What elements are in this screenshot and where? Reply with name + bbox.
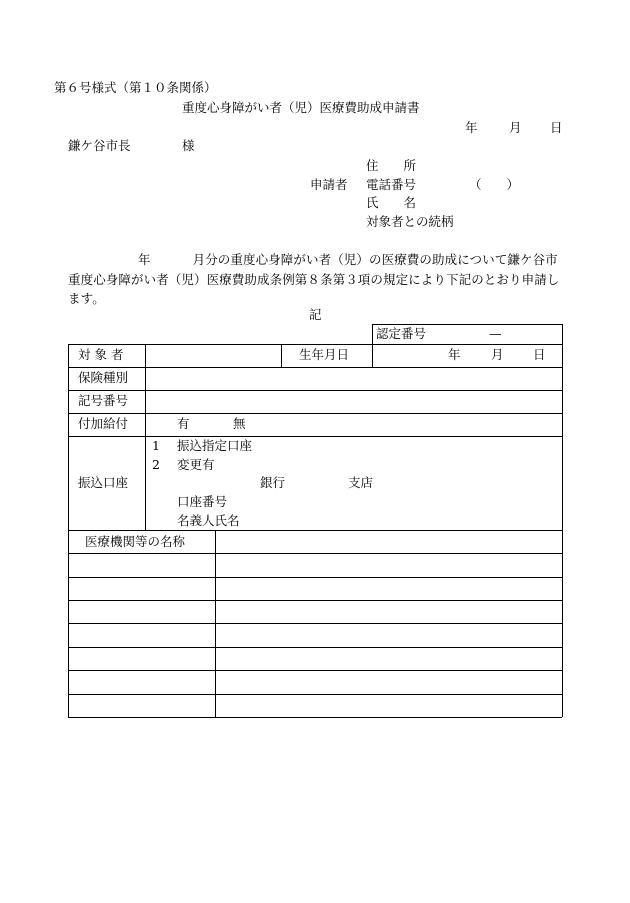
statement-year-word: 年 [138,252,151,267]
medical-institution-header: 医療機関等の名称 [85,534,186,549]
phone-label: 電話番号 [366,177,417,192]
name-label: 氏 名 [366,195,417,210]
table-line [68,623,562,624]
table-line [68,577,562,578]
statement-text: 月分の重度心身障がい者（児）の医療費の助成について鎌ケ谷市重度心身障がい者（児）医療費助成条例第８条第３項の規定により下記のとおり申請します。 [68,252,560,306]
transfer-option-1-number: 1 [152,438,160,453]
date-of-birth-label: 生年月日 [299,347,350,362]
transfer-account-label: 振込口座 [78,475,129,490]
application-statement [68,250,564,309]
table-line [68,717,562,718]
dob-day-label: 日 [533,347,546,362]
table-line [68,367,562,368]
table-line [68,553,562,554]
benefit-no-option: 無 [233,416,246,431]
table-line [68,600,562,601]
table-line [68,436,562,437]
honorific: 様 [182,138,195,153]
bank-label: 銀行 [260,475,286,490]
relation-label: 対象者との続柄 [366,214,454,229]
ki-heading: 記 [309,307,322,322]
date-month-label: 月 [509,120,522,135]
date-day-label: 日 [550,120,563,135]
table-line [145,344,146,530]
table-line [372,324,373,367]
table-line [68,647,562,648]
transfer-option-1: 振込指定口座 [177,438,253,453]
date-year-label: 年 [465,120,478,135]
certification-number-label: 認定番号 [376,326,427,341]
dob-year-label: 年 [448,347,461,362]
account-number-label: 口座番号 [177,494,228,509]
account-holder-label: 名義人氏名 [177,513,240,528]
table-line [68,670,562,671]
addressee: 鎌ケ谷市長 [68,138,131,153]
table-line [215,530,216,717]
benefit-yes-option: 有 [177,416,190,431]
table-line [68,390,562,391]
dob-month-label: 月 [491,347,504,362]
additional-benefit-label: 付加給付 [78,416,129,431]
address-label: 住 所 [366,158,417,173]
table-line [68,344,69,717]
table-line [372,324,562,325]
table-line [562,324,563,717]
symbol-number-label: 記号番号 [78,393,129,408]
transfer-option-2-number: 2 [152,457,160,472]
transfer-option-2: 変更有 [177,457,215,472]
table-line [68,344,562,345]
certification-number-dash: — [489,326,502,341]
subject-label: 対 象 者 [78,347,124,362]
applicant-label: 申請者 [310,177,348,192]
table-line [281,344,282,367]
branch-label: 支店 [348,475,374,490]
table-line [68,413,562,414]
table-line [68,530,562,531]
insurance-type-label: 保険種別 [78,370,129,385]
document-title: 重度心身障がい者（児）医療費助成申請書 [182,100,420,115]
phone-parentheses: （ ） [469,177,520,192]
form-number: 第６号様式（第１０条関係） [54,80,217,95]
table-line [68,694,562,695]
